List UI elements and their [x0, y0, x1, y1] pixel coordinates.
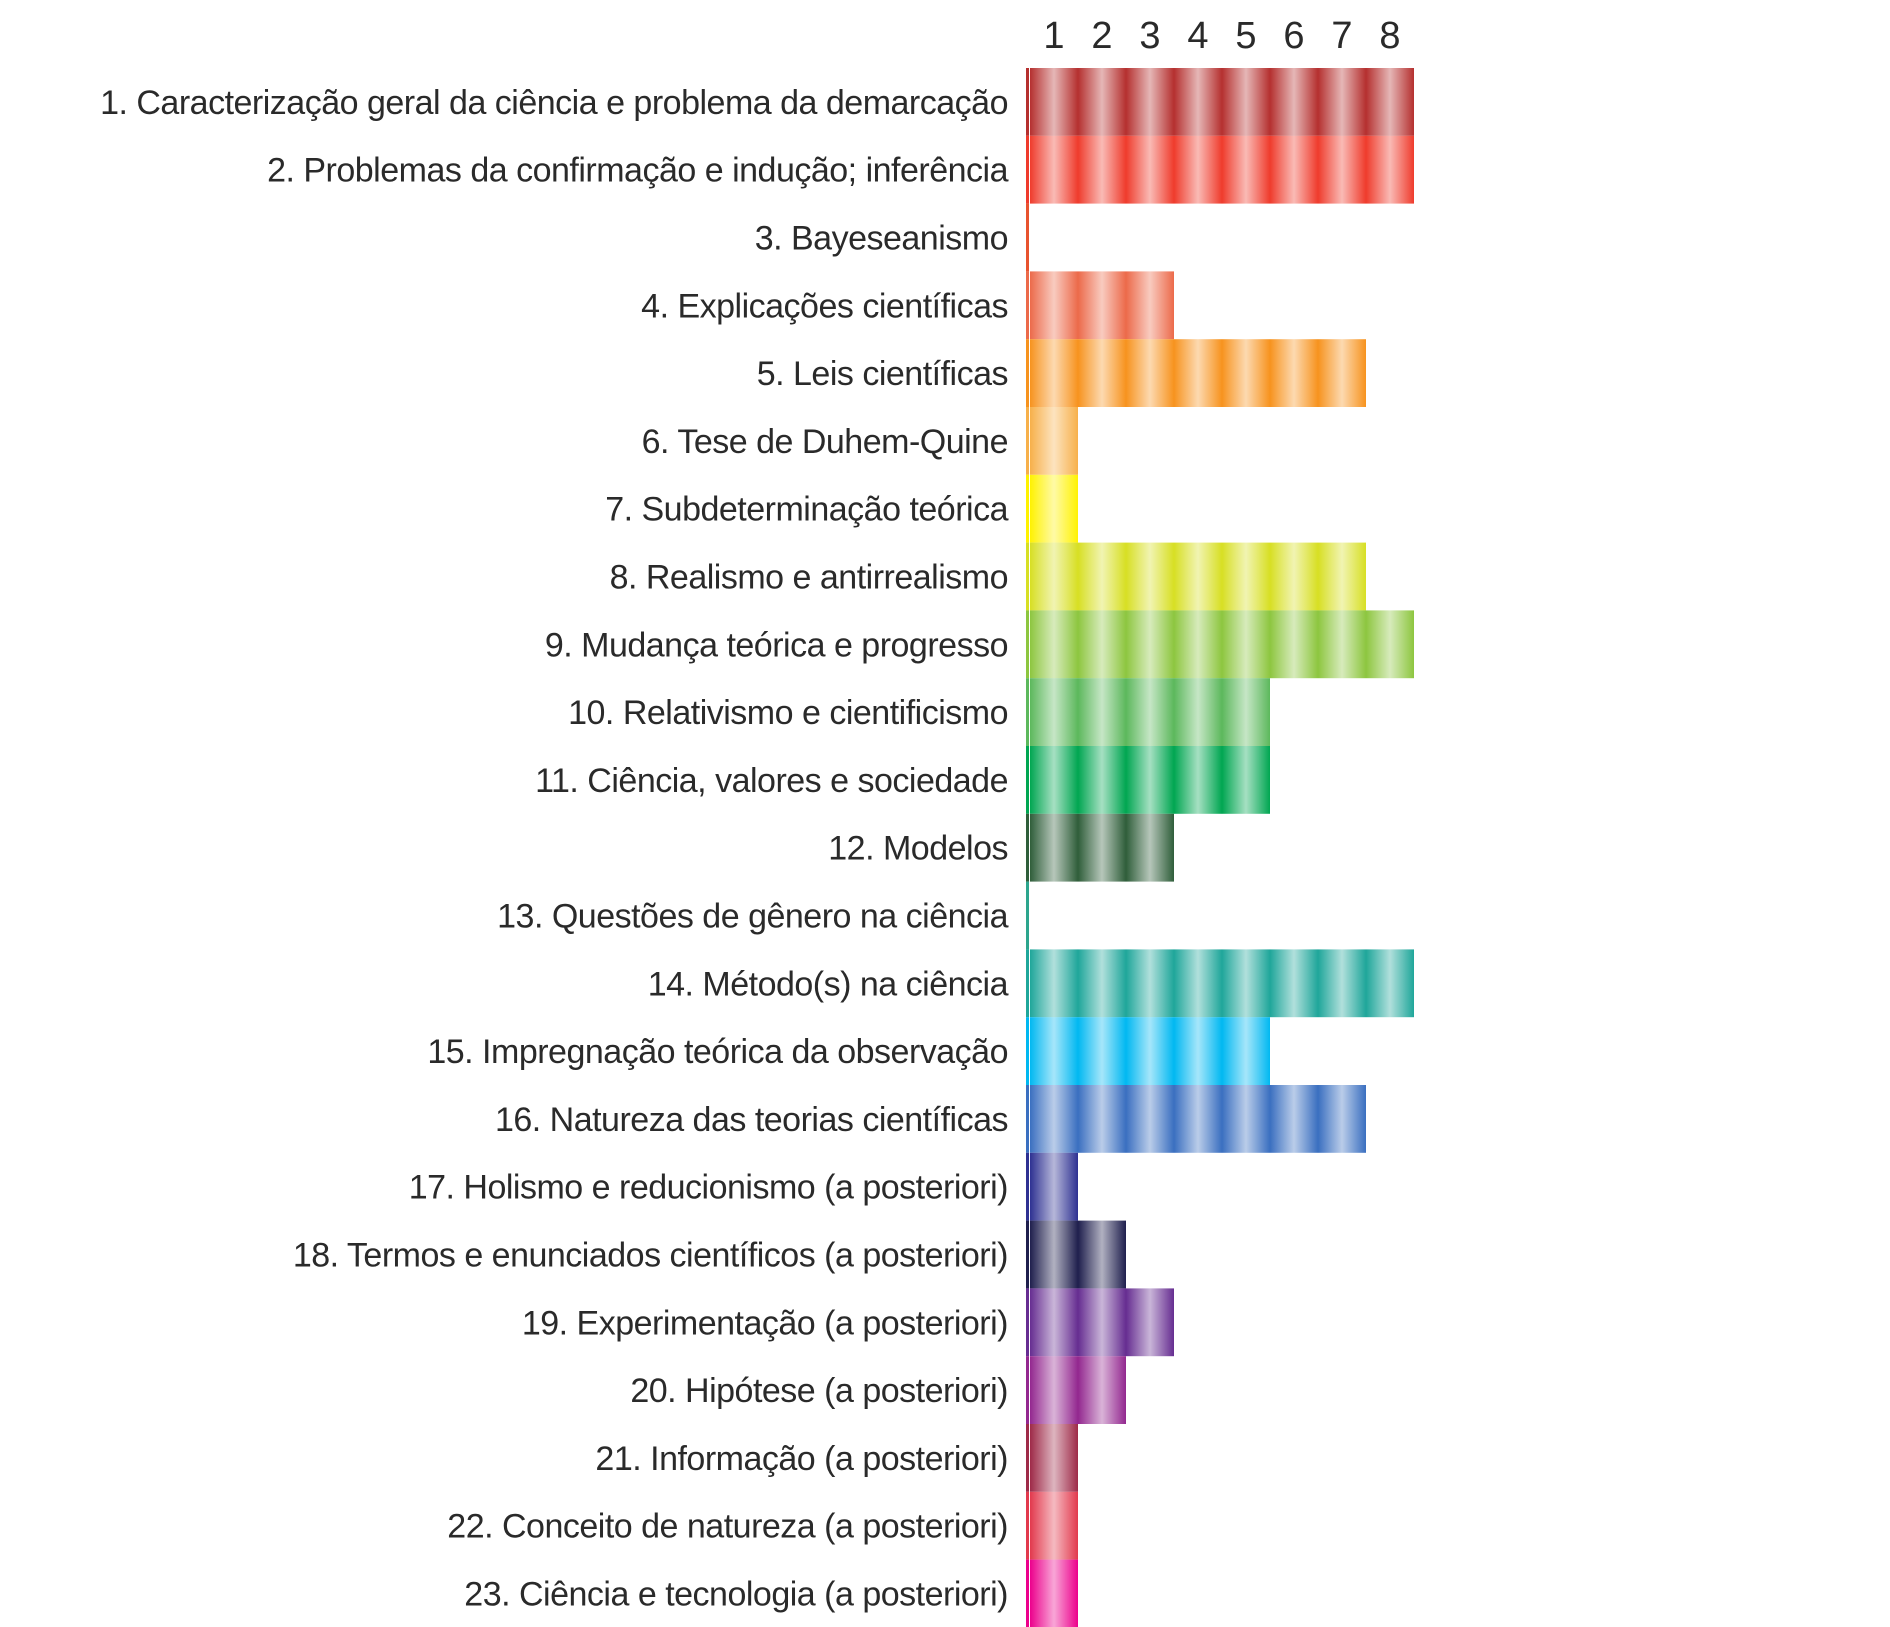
row-label: 3. Bayeseanismo	[754, 219, 1008, 258]
heatmap-cell	[1174, 136, 1222, 204]
axis-segment	[1026, 136, 1029, 204]
row-label: 13. Questões de gênero na ciência	[497, 897, 1008, 936]
heatmap-cell	[1078, 1288, 1126, 1356]
heatmap-cell	[1318, 68, 1366, 136]
heatmap-cell	[1030, 814, 1078, 882]
heatmap-cell	[1174, 949, 1222, 1017]
heatmap-cell	[1222, 543, 1270, 611]
heatmap-cell	[1366, 949, 1414, 1017]
heatmap-cell	[1222, 1017, 1270, 1085]
heatmap-cell	[1078, 136, 1126, 204]
heatmap-cell	[1030, 1492, 1078, 1560]
heatmap-cell	[1174, 678, 1222, 746]
row-label: 4. Explicações científicas	[641, 287, 1008, 326]
heatmap-cell	[1030, 1424, 1078, 1492]
heatmap-cell	[1126, 610, 1174, 678]
heatmap-cell	[1078, 68, 1126, 136]
axis-segment	[1026, 1424, 1029, 1492]
heatmap-cell	[1126, 271, 1174, 339]
heatmap-cell	[1030, 1560, 1078, 1627]
heatmap-cell	[1174, 1017, 1222, 1085]
axis-segment	[1026, 1356, 1029, 1424]
heatmap-cell	[1030, 271, 1078, 339]
heatmap-cell	[1078, 814, 1126, 882]
row-label: 10. Relativismo e cientificismo	[568, 694, 1008, 733]
row-labels	[100, 84, 1009, 1614]
heatmap-cell	[1366, 610, 1414, 678]
column-label-2: 2	[1091, 15, 1113, 57]
column-label-1: 1	[1043, 15, 1065, 57]
heatmap-cell	[1270, 949, 1318, 1017]
axis-segment	[1026, 1221, 1029, 1289]
heatmap-cell	[1222, 136, 1270, 204]
left-axis-line	[1026, 68, 1029, 1627]
heatmap-cell	[1270, 136, 1318, 204]
heatmap-cell	[1030, 136, 1078, 204]
heatmap-cell	[1030, 407, 1078, 475]
heatmap-cell	[1030, 678, 1078, 746]
axis-segment	[1026, 407, 1029, 475]
heatmap-cell	[1126, 1085, 1174, 1153]
row-label: 2. Problemas da confirmação e indução; inferência	[267, 151, 1008, 190]
axis-segment	[1026, 1017, 1029, 1085]
heatmap-cell	[1126, 678, 1174, 746]
heatmap-cell	[1126, 136, 1174, 204]
row-label: 9. Mudança teórica e progresso	[544, 626, 1008, 665]
heatmap-cell	[1030, 1017, 1078, 1085]
heatmap-cell	[1030, 1288, 1078, 1356]
heatmap-cell	[1174, 543, 1222, 611]
column-labels	[1043, 15, 1400, 57]
heatmap-cell	[1318, 610, 1366, 678]
heatmap-cell	[1174, 68, 1222, 136]
heatmap-cell	[1318, 136, 1366, 204]
heatmap-cell	[1030, 68, 1078, 136]
row-label: 8. Realismo e antirrealismo	[609, 558, 1008, 597]
heatmap-cell	[1174, 339, 1222, 407]
column-label-4: 4	[1187, 15, 1209, 57]
row-label: 16. Natureza das teorias científicas	[494, 1100, 1008, 1139]
heatmap-cell	[1270, 543, 1318, 611]
heatmap-cell	[1126, 746, 1174, 814]
heatmap-cell	[1222, 339, 1270, 407]
axis-segment	[1026, 678, 1029, 746]
heatmap-cell	[1126, 339, 1174, 407]
row-label: 22. Conceito de natureza (a posteriori)	[447, 1507, 1008, 1546]
heatmap-cell	[1222, 610, 1270, 678]
heatmap-cell	[1222, 68, 1270, 136]
heatmap-cell	[1030, 746, 1078, 814]
heatmap-cell	[1222, 678, 1270, 746]
column-label-7: 7	[1331, 15, 1353, 57]
heatmap-cell	[1126, 814, 1174, 882]
heatmap-cell	[1078, 1085, 1126, 1153]
heatmap-cell	[1270, 1085, 1318, 1153]
heatmap-cell	[1174, 1085, 1222, 1153]
heatmap-cell	[1174, 610, 1222, 678]
axis-segment	[1026, 1492, 1029, 1560]
heatmap-cell	[1030, 1221, 1078, 1289]
axis-segment	[1026, 814, 1029, 882]
heatmap-cell	[1318, 339, 1366, 407]
heatmap-cell	[1030, 1085, 1078, 1153]
heatmap-cell	[1366, 68, 1414, 136]
row-label: 5. Leis científicas	[756, 355, 1008, 394]
row-label: 21. Informação (a posteriori)	[595, 1439, 1008, 1478]
axis-segment	[1026, 1560, 1029, 1627]
heatmap-cell	[1126, 1288, 1174, 1356]
heatmap-cell	[1078, 746, 1126, 814]
heatmap-cell	[1222, 1085, 1270, 1153]
heatmap-cell	[1078, 1221, 1126, 1289]
heatmap-cell	[1030, 610, 1078, 678]
axis-segment	[1026, 271, 1029, 339]
column-label-3: 3	[1139, 15, 1161, 57]
row-label: 19. Experimentação (a posteriori)	[521, 1304, 1008, 1343]
row-label: 6. Tese de Duhem-Quine	[641, 422, 1008, 461]
heatmap-cell	[1318, 1085, 1366, 1153]
heatmap-cells	[1030, 68, 1414, 1627]
heatmap-cell	[1174, 746, 1222, 814]
heatmap-cell	[1222, 949, 1270, 1017]
heatmap-cell	[1318, 949, 1366, 1017]
heatmap-cell	[1126, 1017, 1174, 1085]
row-label: 15. Impregnação teórica da observação	[427, 1033, 1008, 1072]
heatmap-cell	[1270, 610, 1318, 678]
heatmap-cell	[1078, 949, 1126, 1017]
axis-segment	[1026, 475, 1029, 543]
heatmap-cell	[1126, 68, 1174, 136]
row-label: 17. Holismo e reducionismo (a posteriori)	[408, 1168, 1008, 1207]
row-label: 20. Hipótese (a posteriori)	[630, 1372, 1008, 1411]
heatmap-cell	[1078, 610, 1126, 678]
axis-segment	[1026, 68, 1029, 136]
row-label: 12. Modelos	[828, 829, 1008, 868]
column-label-5: 5	[1235, 15, 1257, 57]
axis-segment	[1026, 1288, 1029, 1356]
row-label: 14. Método(s) na ciência	[647, 965, 1008, 1004]
heatmap-cell	[1366, 136, 1414, 204]
axis-segment	[1026, 339, 1029, 407]
heatmap-cell	[1030, 1356, 1078, 1424]
heatmap-cell	[1222, 746, 1270, 814]
heatmap-cell	[1126, 949, 1174, 1017]
heatmap-cell	[1126, 543, 1174, 611]
heatmap-cell	[1030, 1153, 1078, 1221]
axis-segment	[1026, 543, 1029, 611]
column-label-6: 6	[1283, 15, 1305, 57]
heatmap-cell	[1270, 68, 1318, 136]
heatmap-cell	[1078, 271, 1126, 339]
heatmap-cell	[1078, 1356, 1126, 1424]
axis-segment	[1026, 1153, 1029, 1221]
axis-segment	[1026, 882, 1029, 950]
row-label: 11. Ciência, valores e sociedade	[535, 761, 1008, 800]
heatmap-cell	[1078, 339, 1126, 407]
row-label: 7. Subdeterminação teórica	[605, 490, 1008, 529]
heatmap-cell	[1030, 543, 1078, 611]
axis-segment	[1026, 204, 1029, 272]
row-label: 18. Termos e enunciados científicos (a posteriori)	[292, 1236, 1008, 1275]
heatmap-cell	[1270, 339, 1318, 407]
axis-segment	[1026, 746, 1029, 814]
heatmap-cell	[1318, 543, 1366, 611]
axis-segment	[1026, 610, 1029, 678]
heatmap-cell	[1078, 543, 1126, 611]
row-label: 23. Ciência e tecnologia (a posteriori)	[464, 1575, 1008, 1614]
row-label: 1. Caracterização geral da ciência e problema da demarcação	[100, 83, 1008, 122]
heatmap-cell	[1078, 1017, 1126, 1085]
heatmap-cell	[1030, 949, 1078, 1017]
axis-segment	[1026, 949, 1029, 1017]
heatmap-cell	[1078, 678, 1126, 746]
axis-segment	[1026, 1085, 1029, 1153]
column-label-8: 8	[1379, 15, 1401, 57]
heatmap-cell	[1030, 339, 1078, 407]
heatmap-cell	[1030, 475, 1078, 543]
